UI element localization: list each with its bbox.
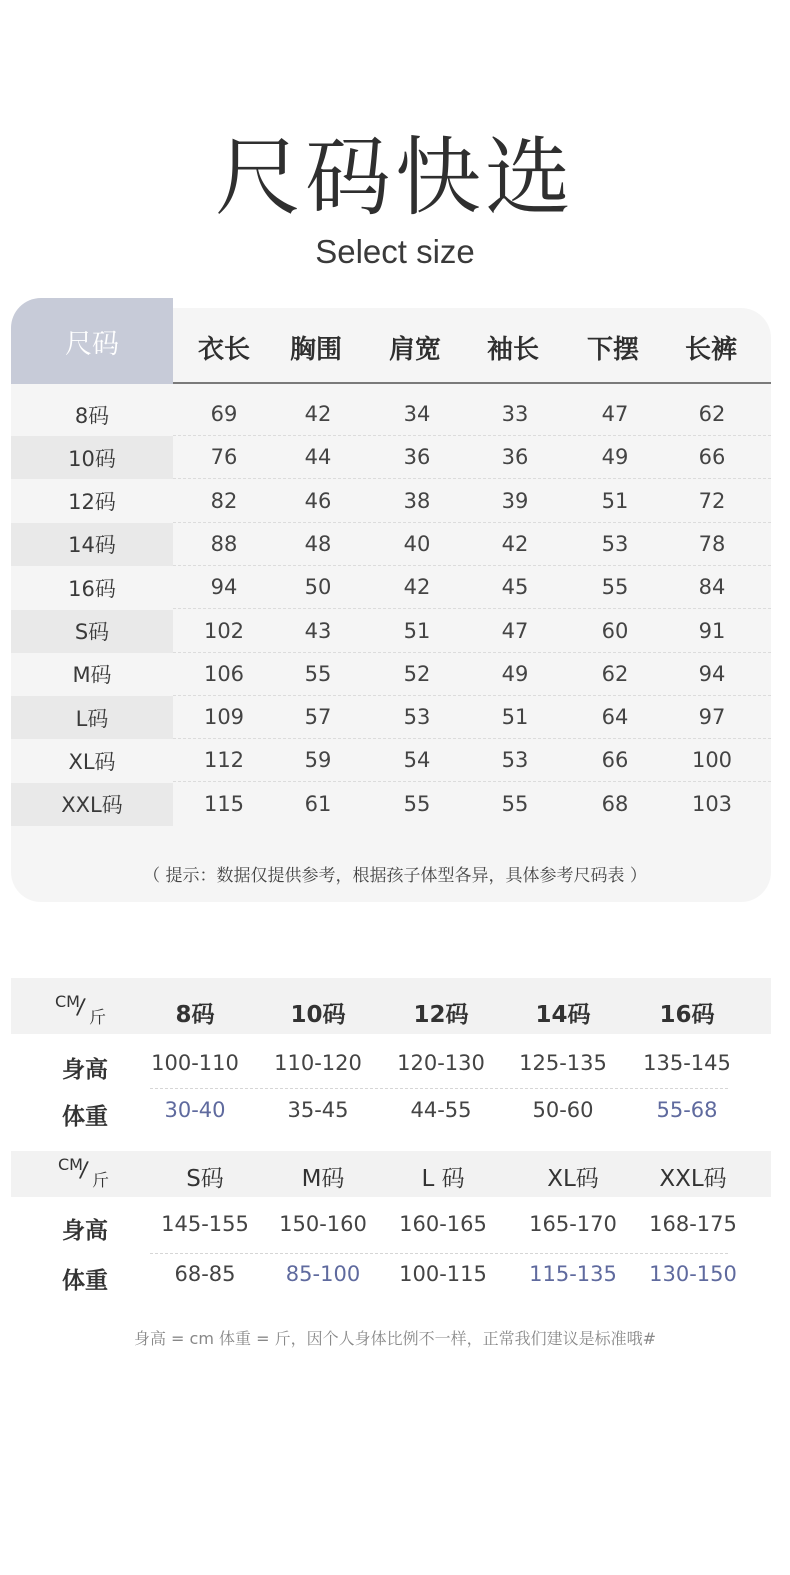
table-cell: 106 — [203, 661, 245, 686]
row-size-label: 12码 — [68, 490, 116, 515]
table-cell: 59 — [304, 748, 332, 773]
hw-size-header: 10码 — [290, 1002, 346, 1028]
table-cell: 84 — [698, 575, 726, 600]
table-row — [11, 436, 771, 479]
row-size-label: 10码 — [11, 436, 173, 479]
hw-row-divider — [150, 1253, 728, 1254]
table-cell: 43 — [304, 618, 332, 643]
table-cell: 100 — [691, 748, 733, 773]
size-table-note: （ 提示：数据仅提供参考，根据孩子体型各异，具体参考尺码表 ） — [143, 866, 647, 886]
weight-value: 55-68 — [656, 1098, 718, 1122]
row-size-label: 8码 — [74, 403, 110, 428]
height-value: 160-165 — [399, 1212, 487, 1236]
weight-label: 体重 — [62, 1268, 108, 1294]
table-row — [11, 480, 771, 523]
table-cell: 49 — [501, 661, 529, 686]
table-cell: 60 — [601, 618, 629, 643]
table-cell: 46 — [304, 488, 332, 513]
unit-slash: / — [75, 994, 87, 1021]
hw-size-header: S码 — [186, 1166, 224, 1192]
table-cell: 112 — [203, 748, 245, 773]
table-cell: 55 — [304, 661, 332, 686]
height-value: 100-110 — [151, 1051, 239, 1075]
table-cell: 42 — [501, 531, 529, 556]
table-cell: 66 — [698, 445, 726, 470]
weight-value: 68-85 — [174, 1262, 236, 1286]
table-cell: 42 — [403, 575, 431, 600]
weight-value: 44-55 — [410, 1098, 472, 1122]
table-cell: 62 — [698, 402, 726, 426]
height-label: 身高 — [62, 1218, 108, 1244]
unit-jin: 斤 — [89, 1008, 106, 1028]
table-cell: 64 — [601, 705, 629, 730]
table-cell: 94 — [210, 575, 238, 600]
row-size-label: XL码 — [68, 749, 116, 774]
table-cell: 44 — [304, 445, 332, 470]
table-cell: 88 — [210, 531, 238, 556]
height-value: 145-155 — [161, 1212, 249, 1236]
table-cell: 36 — [403, 445, 431, 470]
table-cell: 33 — [501, 402, 529, 426]
table-cell: 52 — [403, 661, 431, 686]
weight-value: 30-40 — [164, 1098, 226, 1122]
table-cell: 76 — [210, 445, 238, 470]
table-cell: 51 — [501, 705, 529, 730]
unit-slash: / — [78, 1157, 90, 1184]
table-cell: 50 — [304, 575, 332, 600]
page-subtitle: Select size — [315, 233, 475, 270]
table-cell: 69 — [210, 402, 238, 426]
table-row — [11, 566, 771, 609]
table-cell: 53 — [501, 748, 529, 773]
weight-value: 100-115 — [399, 1262, 487, 1286]
hw-size-header: XXL码 — [659, 1166, 727, 1192]
table-cell: 102 — [203, 618, 245, 643]
table-cell: 38 — [403, 488, 431, 513]
table-cell: 72 — [698, 488, 726, 513]
table-cell: 36 — [501, 445, 529, 470]
size-table-corner-header: 尺码 — [11, 298, 173, 384]
weight-value: 35-45 — [287, 1098, 349, 1122]
table-cell: 91 — [698, 618, 726, 643]
hw-size-header: 14码 — [535, 1002, 591, 1028]
height-value: 150-160 — [279, 1212, 367, 1236]
row-size-label: M码 — [72, 663, 112, 688]
table-cell: 45 — [501, 575, 529, 600]
table-cell: 103 — [691, 791, 733, 816]
hw-size-header: 8码 — [175, 1002, 215, 1028]
table-cell: 39 — [501, 488, 529, 513]
unit-cm: CM — [55, 992, 80, 1011]
height-value: 120-130 — [397, 1051, 485, 1075]
row-size-label: XXL码 — [11, 783, 173, 826]
col-header-length: 衣长 — [197, 335, 250, 365]
table-row — [11, 610, 771, 653]
size-table-header-line — [173, 382, 771, 384]
footnote: 身高 = cm 体重 = 斤，因个人身体比例不一样，正常我们建议是标准哦# — [133, 1329, 657, 1348]
table-cell: 109 — [203, 705, 245, 730]
row-size-label: L码 — [11, 696, 173, 739]
table-cell: 57 — [304, 705, 332, 730]
hw-size-header: 12码 — [413, 1002, 469, 1028]
table-cell: 55 — [601, 575, 629, 600]
col-header-chest: 胸围 — [289, 335, 342, 365]
table-cell: 48 — [304, 531, 332, 556]
table-cell: 53 — [601, 531, 629, 556]
table-row — [11, 696, 771, 739]
page-title: 尺码快选 — [215, 128, 575, 228]
table-row — [11, 523, 771, 566]
table-row — [11, 393, 771, 436]
col-header-shoulder: 肩宽 — [388, 335, 441, 365]
table-cell: 34 — [403, 402, 431, 426]
table-cell: 55 — [403, 791, 431, 816]
table-cell: 54 — [403, 748, 431, 773]
table-cell: 94 — [698, 661, 726, 686]
table-cell: 61 — [304, 791, 332, 816]
height-value: 125-135 — [519, 1051, 607, 1075]
hw-size-header: L 码 — [421, 1166, 465, 1192]
weight-value: 115-135 — [529, 1262, 617, 1286]
table-cell: 68 — [601, 791, 629, 816]
table-cell: 78 — [698, 531, 726, 556]
table-cell: 42 — [304, 402, 332, 426]
row-size-label: 14码 — [11, 523, 173, 566]
hw-size-header: XL码 — [547, 1166, 599, 1192]
table-row — [11, 653, 771, 696]
unit-cm: CM — [58, 1155, 83, 1174]
table-cell: 62 — [601, 661, 629, 686]
hw-size-header: 16码 — [659, 1002, 715, 1028]
table-row — [11, 783, 771, 826]
weight-value: 85-100 — [285, 1262, 361, 1286]
col-header-sleeve: 袖长 — [486, 335, 539, 365]
height-value: 135-145 — [643, 1051, 731, 1075]
col-header-hem: 下摆 — [586, 335, 639, 365]
unit-label — [55, 993, 115, 1033]
hw-row-divider — [150, 1088, 728, 1089]
table-cell: 55 — [501, 791, 529, 816]
table-cell: 40 — [403, 531, 431, 556]
height-label: 身高 — [62, 1057, 108, 1083]
weight-value: 130-150 — [649, 1262, 737, 1286]
unit-label — [58, 1156, 118, 1196]
hw-size-header: M码 — [301, 1166, 345, 1192]
row-size-label: S码 — [11, 610, 173, 653]
unit-jin: 斤 — [92, 1171, 109, 1191]
table-cell: 66 — [601, 748, 629, 773]
table-cell: 51 — [601, 488, 629, 513]
weight-label: 体重 — [62, 1104, 108, 1130]
row-size-label: 16码 — [68, 576, 116, 601]
table-cell: 49 — [601, 445, 629, 470]
height-value: 110-120 — [274, 1051, 362, 1075]
height-value: 165-170 — [529, 1212, 617, 1236]
table-row — [11, 739, 771, 782]
table-cell: 53 — [403, 705, 431, 730]
table-cell: 51 — [403, 618, 431, 643]
table-cell: 47 — [601, 402, 629, 426]
col-header-pants: 长裤 — [684, 335, 737, 365]
table-cell: 115 — [203, 791, 245, 816]
table-cell: 82 — [210, 488, 238, 513]
table-cell: 47 — [501, 618, 529, 643]
height-value: 168-175 — [649, 1212, 737, 1236]
weight-value: 50-60 — [532, 1098, 594, 1122]
table-cell: 97 — [698, 705, 726, 730]
